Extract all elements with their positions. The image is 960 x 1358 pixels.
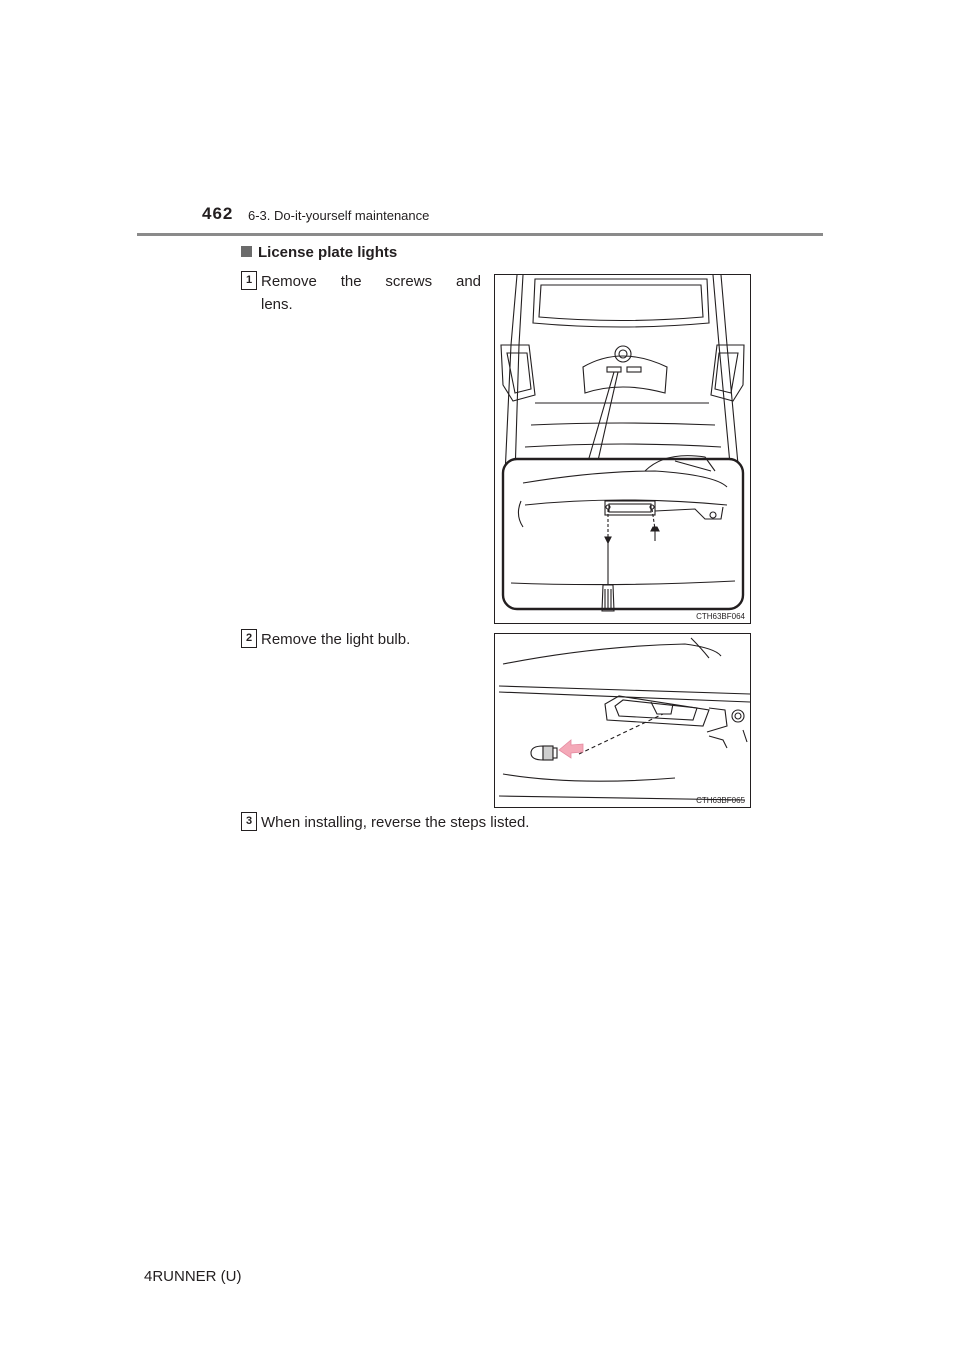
header-rule [137, 233, 823, 236]
section-title: 6-3. Do-it-yourself maintenance [248, 208, 430, 223]
section-heading [241, 244, 397, 261]
figure-2-code: CTH63BF065 [696, 796, 745, 805]
rear-hatch-illustration [495, 275, 750, 623]
step-3-text: When installing, reverse the steps listed. [261, 814, 530, 831]
vehicle-model-footer: 4RUNNER (U) [144, 1268, 242, 1285]
step-2-text: Remove the light bulb. [261, 631, 411, 648]
step-badge-1: 1 [241, 271, 257, 290]
step-1-text-line2: lens. [261, 296, 293, 313]
figure-bulb-removal [494, 633, 751, 808]
heading-text: License plate lights [258, 244, 398, 261]
page-number: 462 [202, 204, 234, 223]
step-1-text-line1: Remove the screws and [261, 273, 481, 290]
step-badge-3: 3 [241, 812, 257, 831]
step-1-text [261, 270, 481, 316]
figure-1-code: CTH63BF064 [696, 612, 745, 621]
step-badge-2: 2 [241, 629, 257, 648]
bulb-removal-illustration [495, 634, 750, 807]
figure-rear-hatch [494, 274, 751, 624]
square-bullet-icon [241, 246, 252, 257]
